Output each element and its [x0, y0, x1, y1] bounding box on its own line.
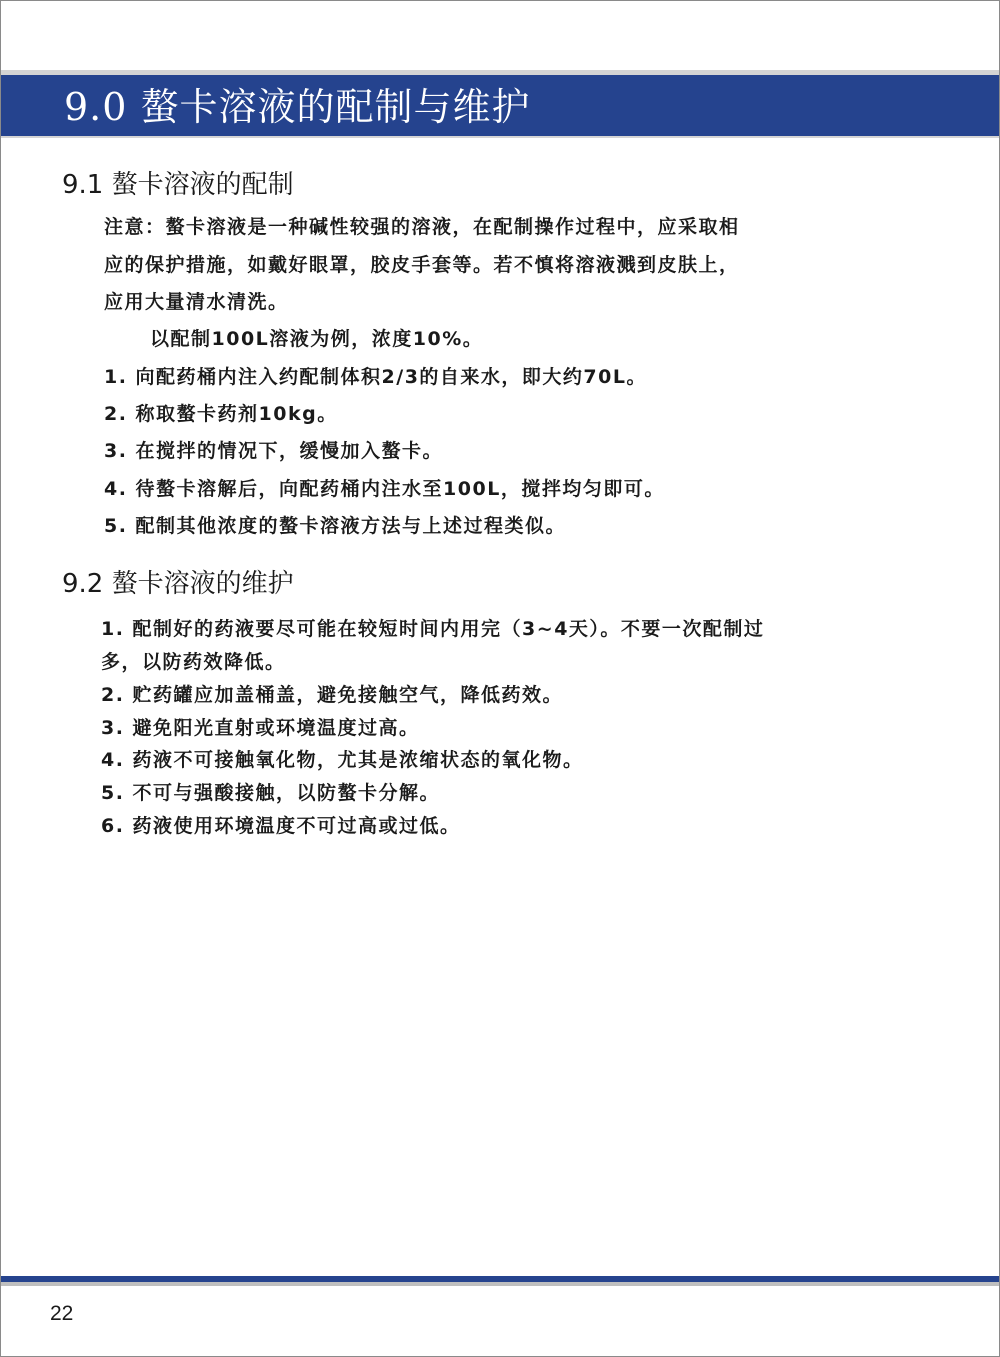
note-line-3: 应用大量清水清洗。: [104, 291, 289, 313]
maint-line-5: 4. 药液不可接触氧化物，尤其是浓缩状态的氧化物。: [101, 749, 584, 771]
maint-line-4: 3. 避免阳光直射或环境温度过高。: [101, 717, 420, 739]
chapter-title: 9.0 螯卡溶液的配制与维护: [64, 85, 531, 129]
maint-line-6: 5. 不可与强酸接触，以防螯卡分解。: [101, 782, 441, 804]
maint-line-7: 6. 药液使用环境温度不可过高或过低。: [101, 815, 461, 837]
prep-step-4: 4. 待螯卡溶解后，向配药桶内注水至100L，搅拌均匀即可。: [104, 478, 665, 500]
note-text-1: ：螯卡溶液是一种碱性较强的溶液，在配制操作过程中，应采取相: [145, 216, 740, 238]
section-title-preparation: 9.1 螯卡溶液的配制: [62, 170, 294, 200]
prep-step-2: 2. 称取螯卡药剂10kg。: [104, 403, 338, 425]
prep-step-3: 3. 在搅拌的情况下，缓慢加入螯卡。: [104, 440, 444, 462]
prep-step-5: 5. 配制其他浓度的螯卡溶液方法与上述过程类似。: [104, 515, 567, 537]
maint-line-3: 2. 贮药罐应加盖桶盖，避免接触空气，降低药效。: [101, 684, 564, 706]
note-label: 注意: [104, 216, 146, 238]
footer-bar: [1, 1276, 999, 1282]
maint-line-1: 1. 配制好的药液要尽可能在较短时间内用完（3~4天）。不要一次配制过: [101, 618, 765, 640]
page-number: 22: [50, 1302, 74, 1325]
maint-line-2: 多，以防药效降低。: [101, 651, 286, 673]
note-line-1: [104, 212, 740, 239]
note-line-2: 应的保护措施，如戴好眼罩，胶皮手套等。若不慎将溶液溅到皮肤上，: [104, 254, 740, 276]
example-line: 以配制100L溶液为例，浓度10%。: [150, 328, 484, 350]
prep-step-1: 1. 向配药桶内注入约配制体积2/3的自来水，即大约70L。: [104, 366, 647, 388]
section-title-maintenance: 9.2 螯卡溶液的维护: [62, 569, 294, 599]
